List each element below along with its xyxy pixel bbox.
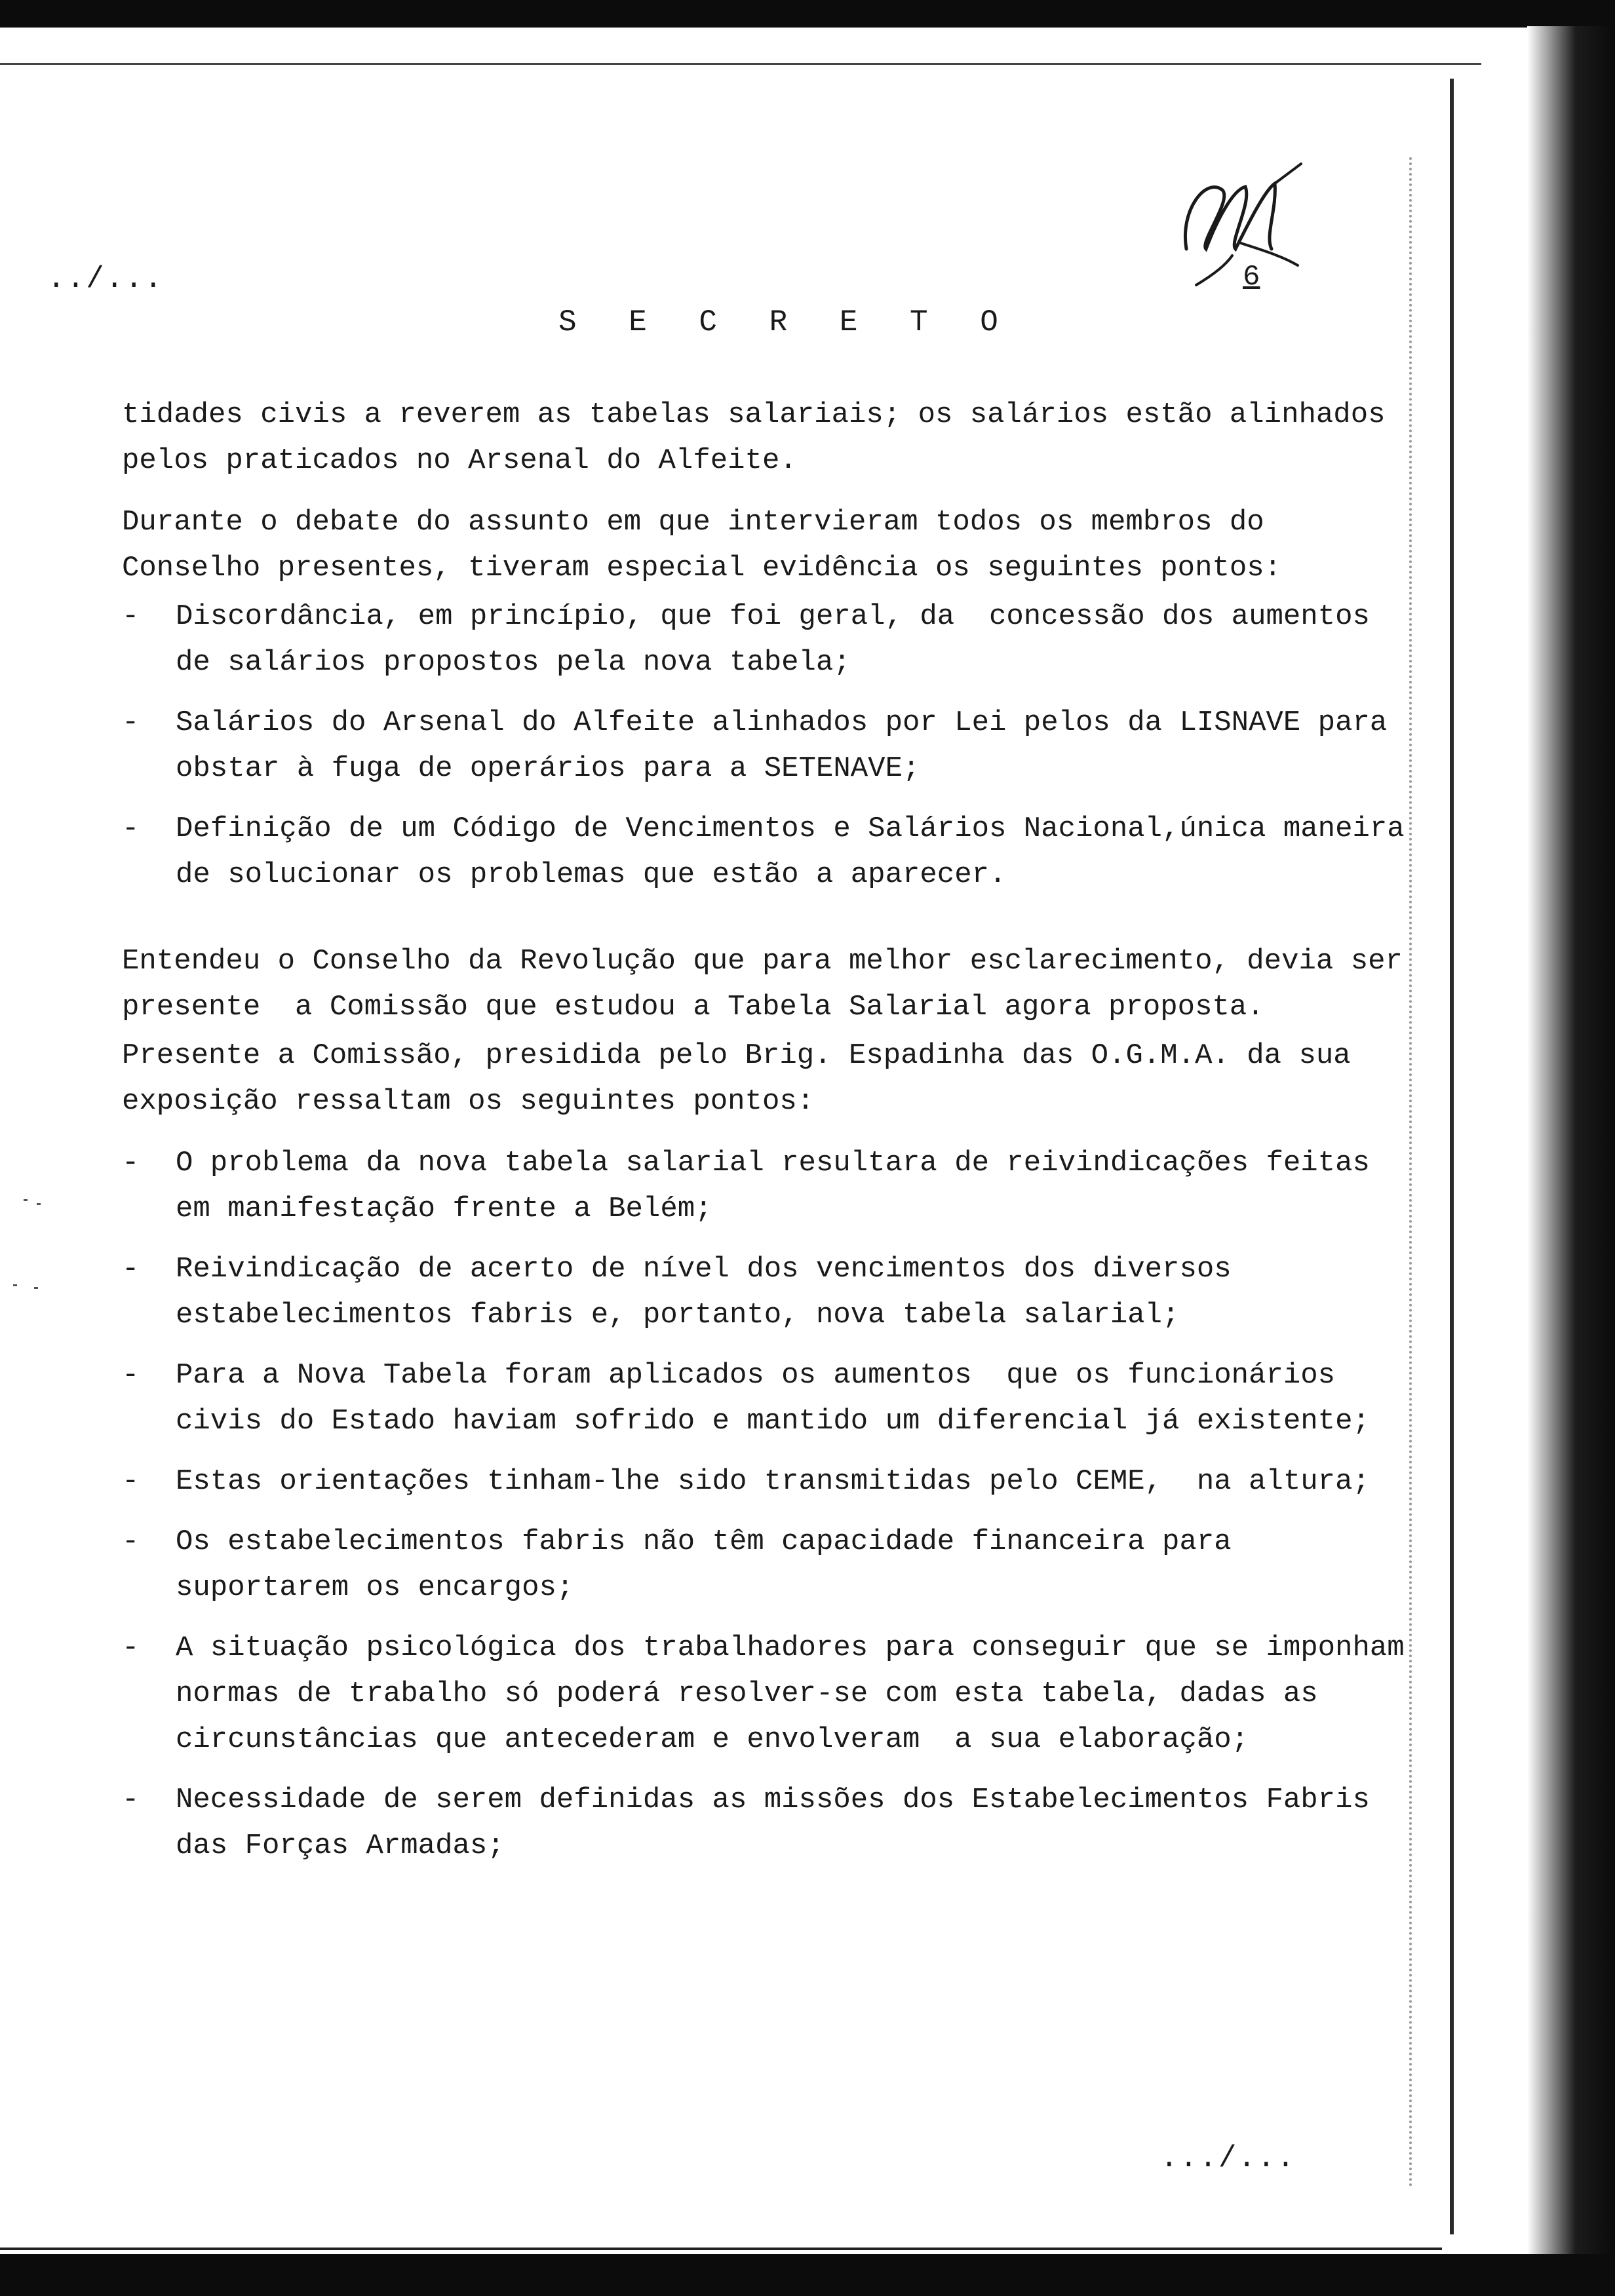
list-item: [122, 1777, 1407, 1869]
margin-mark: [13, 1284, 17, 1286]
classification-heading: S E C R E T O: [558, 305, 1015, 339]
list-item-text: Para a Nova Tabela foram aplicados os aumentos que os funcionários civis do Estado haviam sofrido e mantido um diferencial já existente;: [176, 1359, 1370, 1438]
list-item-text: O problema da nova tabela salarial resultara de reivindicações feitas em manifestação frente a Belém;: [176, 1147, 1388, 1225]
scan-right-edge: [1527, 26, 1615, 2261]
list-dash: -: [122, 706, 140, 739]
list-item-text: Necessidade de serem definidas as missões dos Estabelecimentos Fabris das Forças Armadas;: [176, 1784, 1388, 1862]
document-body: [122, 392, 1422, 1883]
list-item: [122, 700, 1407, 792]
list-item-text: Definição de um Código de Vencimentos e Salários Nacional,única maneira de solucionar os problemas que estão a aparecer.: [176, 813, 1422, 891]
continuation-ref-top: ../...: [47, 262, 164, 296]
list-item-text: Os estabelecimentos fabris não têm capacidade financeira para suportarem os encargos;: [176, 1525, 1249, 1604]
list-dash: -: [122, 1525, 140, 1558]
list-item: [122, 1625, 1422, 1763]
list-item-text: Salários do Arsenal do Alfeite alinhados por Lei pelos da LISNAVE para obstar à fuga de operários para a SETENAVE;: [176, 706, 1405, 785]
list-dash: -: [122, 1632, 140, 1664]
body-paragraph: Entendeu o Conselho da Revolução que para melhor esclarecimento, devia ser presente a Comissão que estudou a Tabela Salarial agora proposta.: [122, 945, 1420, 1024]
list-item: [122, 806, 1422, 898]
list-dash: -: [122, 1359, 140, 1392]
list-item: [122, 1459, 1407, 1504]
handwritten-initials: [1160, 151, 1317, 295]
body-paragraph: Durante o debate do assunto em que intervieram todos os membros do Conselho presentes, tiveram especial evidência os seguintes pontos:: [122, 506, 1282, 584]
margin-mark: [24, 1199, 28, 1201]
spacer: [122, 912, 1407, 938]
list-item: [122, 1140, 1407, 1232]
scan-bottom-line: [0, 2248, 1442, 2250]
list-item: [122, 1519, 1407, 1611]
list-dash: -: [122, 813, 140, 845]
scan-top-line: [0, 63, 1481, 65]
scan-bottom-border: [0, 2254, 1615, 2296]
list-dash: -: [122, 1465, 140, 1498]
list-dash: -: [122, 1784, 140, 1816]
list-dash: -: [122, 600, 140, 633]
margin-mark: [34, 1287, 38, 1289]
list-item: [122, 1352, 1407, 1444]
list-item: [122, 594, 1407, 685]
margin-dotted-line: [1409, 157, 1414, 2189]
list-item: [122, 1246, 1407, 1338]
list-item-text: Discordância, em princípio, que foi geral, da concessão dos aumentos de salários propostos pela nova tabela;: [176, 600, 1388, 679]
list-item-text: Estas orientações tinham-lhe sido transmitidas pelo CEME, na altura;: [176, 1465, 1370, 1498]
continuation-ref-bottom: .../...: [1160, 2141, 1296, 2175]
page-right-rule: [1450, 79, 1454, 2234]
body-paragraph: Presente a Comissão, presidida pelo Brig. Espadinha das O.G.M.A. da sua exposição ressaltam os seguintes pontos:: [122, 1039, 1369, 1118]
list-dash: -: [122, 1147, 140, 1179]
margin-mark: [37, 1203, 41, 1205]
scan-top-border: [0, 0, 1615, 28]
page-number: 6: [1243, 261, 1260, 294]
list-item-text: Reivindicação de acerto de nível dos vencimentos dos diversos estabelecimentos fabris e, portanto, nova tabela salarial;: [176, 1253, 1249, 1331]
body-paragraph: tidades civis a reverem as tabelas salariais; os salários estão alinhados pelos praticados no Arsenal do Alfeite.: [122, 398, 1403, 477]
list-dash: -: [122, 1253, 140, 1286]
list-item-text: A situação psicológica dos trabalhadores para conseguir que se imponham normas de trabalho só poderá resolver-se com esta tabela, dadas as circunstâncias que antecederam e envolveram a sua elaboração;: [176, 1632, 1422, 1756]
